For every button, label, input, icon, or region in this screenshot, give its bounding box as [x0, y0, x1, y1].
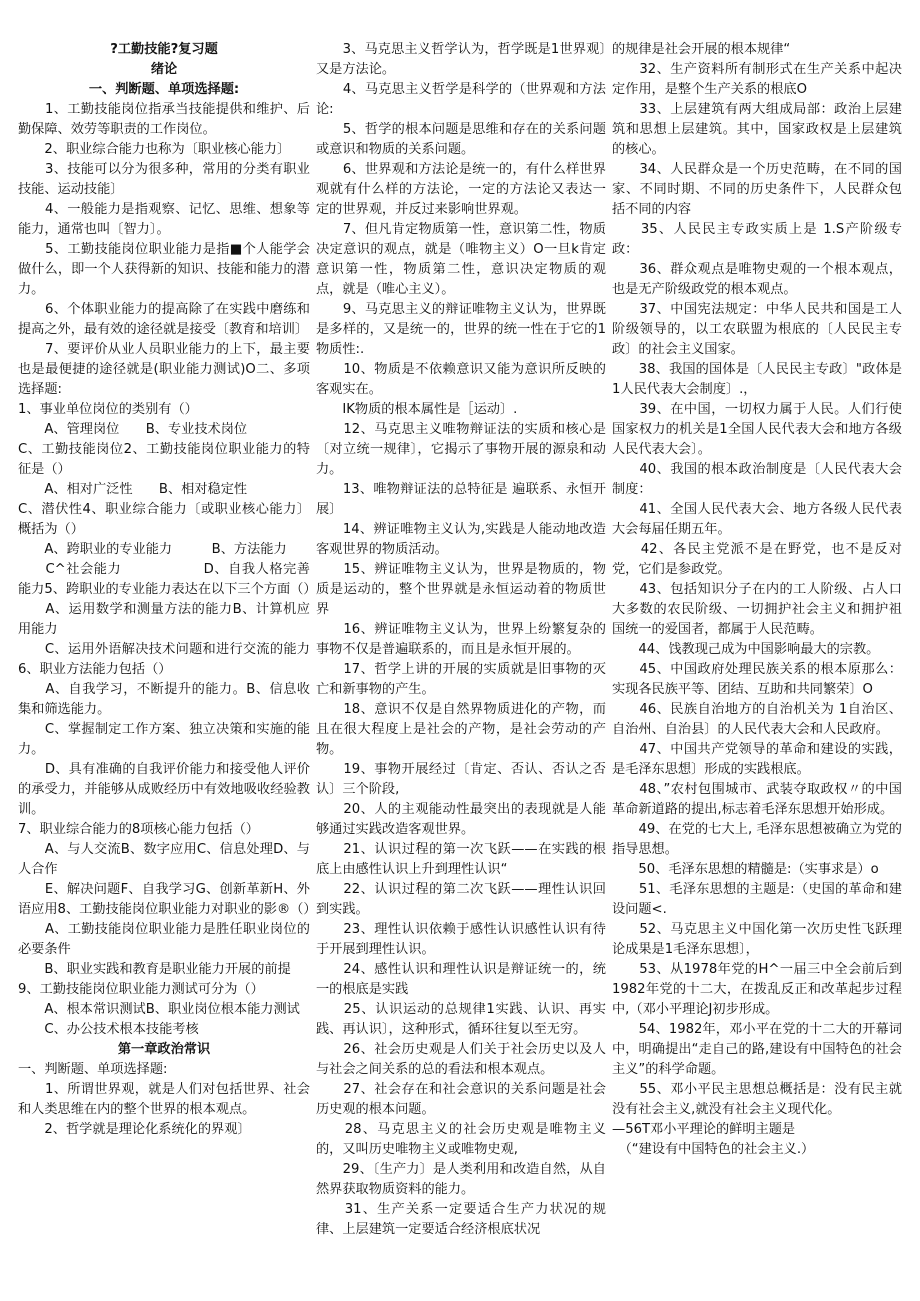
question-item: 51、毛泽东思想的主题是:（史国的革命和建设问题<.: [612, 882, 902, 917]
question-item: IK物质的根本属性是［运动〕.: [316, 402, 518, 417]
question-item: 34、人民群众是一个历史范畴，在不同的国家、不同时期、不同的历史条件下，人民群众包括不同的内容: [612, 162, 902, 217]
question-item: 12、马克思主义唯物辩证法的实质和核心是〔对立统一规律〕，它揭示了事物开展的源泉和动力。: [316, 422, 606, 477]
question-item: （“建设有中国特色的社会主义.）: [612, 1142, 815, 1157]
text-column-3: [612, 40, 902, 1160]
question-item: 4、一般能力是指观察、记忆、思维、想象等能力，通常也叫〔智力〕。: [18, 202, 310, 237]
question-item: 43、包括知识分子在内的工人阶级、占人口大多数的农民阶级、一切拥护社会主义和拥护祖国统一的爱国者，都属于人民范畴。: [612, 582, 902, 637]
question-item: 32、生产资料所有制形式在生产关系中起决定作用，是整个生产关系的根底O: [612, 62, 902, 97]
question-item: 29、〔生产力〕是人类利用和改造自然，从自然界获取物质资料的能力。: [316, 1162, 606, 1197]
question-item: C、办公技术根本技能考核: [18, 1022, 199, 1037]
question-item: 2、职业综合能力也称为〔职业核心能力〕: [18, 142, 291, 157]
question-item: 49、在党的七大上, 毛泽东思想被确立为党的指导思想。: [612, 822, 902, 857]
question-item: 19、事物开展经过〔肯定、否认、否认之否认〕三个阶段,: [316, 762, 606, 797]
question-item: 24、感性认识和理性认识是辩证统一的，统一的根底是实践: [316, 962, 606, 997]
question-item: A、跨职业的专业能力 B、方法能力: [18, 542, 287, 557]
question-item: 38、我国的国体是〔人民民主专政〕"政体是1人民代表大会制度〕.，: [612, 362, 902, 397]
section-heading: 一、判断题、单项选择题:: [88, 82, 240, 97]
question-item: 17、哲学上讲的开展的实质就是旧事物的灭亡和新事物的产生。: [316, 662, 606, 697]
question-item: 25、认识运动的总规律1实践、认识、再实践、再认识〕，这种形式，循环往复以至无穷。: [316, 1002, 606, 1037]
question-item: 31、生产关系一定要适合生产力状况的规律、上层建筑一定要适合经济根底状况: [316, 1202, 606, 1237]
question-item: E、解决问题F、自我学习G、创新革新H、外语应用8、工勤技能岗位职业能力对职业的影®（）: [18, 882, 317, 917]
question-item: 2、哲学就是理论化系统化的界观〕: [18, 1122, 251, 1137]
question-item: 14、辨证唯物主义认为,实践是人能动地改造客观世界的物质活动。: [316, 522, 606, 557]
question-item: 47、中国共产党领导的革命和建设的实践，是毛泽东思想〕形成的实践根底。: [612, 742, 902, 777]
question-item: 23、理性认识依赖于感性认识感性认识有待于开展到理性认识。: [316, 922, 606, 957]
question-item: 27、社会存在和社会意识的关系问题是社会历史观的根本问题。: [316, 1082, 606, 1117]
question-item: C、运用外语解决技术问题和进行交流的能力6、职业方法能力包括（）: [18, 642, 310, 677]
question-item: 7、要评价从业人员职业能力的上下，最主要也是最便捷的途径就是(职业能力测试)O二、多项选择题:: [18, 342, 310, 397]
section-title: ?工勤技能?复习题: [110, 42, 218, 57]
text-column-2: [316, 40, 606, 1240]
question-item: 54、1982年，邓小平在党的十二大的开幕词中，明确提出“走自己的路,建设有中国特色的社会主义”的科学命题。: [612, 1022, 902, 1077]
question-item: 42、各民主党派不是在野党，也不是反对党，它们是参政党。: [612, 542, 902, 577]
question-item: 41、全国人民代表大会、地方各级人民代表大会每届任期五年。: [612, 502, 902, 537]
question-item: A、工勤技能岗位职业能力是胜任职业岗位的必要条件: [18, 922, 310, 957]
question-item: 6、世界观和方法论是统一的，有什么样世界观就有什么样的方法论，一定的方法论又表达一定的世界观，并反过来影响世界观。: [316, 162, 606, 217]
question-item: 9、马克思主义的辩证唯物主义认为，世界既是多样的，又是统一的，世界的统一性在于它的1物质性:.: [316, 302, 606, 357]
question-item: 6、个体职业能力的提高除了在实践中磨练和提高之外，最有效的途径就是接受〔教育和培训〕: [18, 302, 310, 337]
question-item: D、具有准确的自我评价能力和接受他人评价的承受力，并能够从成败经历中有效地吸收经验教训。: [18, 762, 310, 817]
question-item: 3、技能可以分为很多种，常用的分类有职业技能、运动技能〕: [18, 162, 310, 197]
question-item: A、根本常识测试B、职业岗位根本能力测试: [18, 1002, 300, 1017]
section-title: 绪论: [150, 62, 178, 77]
question-item: A、与人交流B、数字应用C、信息处理D、与人合作: [18, 842, 310, 877]
question-item: 39、在中国，一切权力属于人民。人们行使国家权力的机关是1全国人民代表大会和地方各级人民代表大会〕。: [612, 402, 902, 457]
question-item: 26、社会历史观是人们关于社会历史以及人与社会之间关系的总的看法和根本观点。: [316, 1042, 606, 1077]
question-item: 7、但凡肯定物质第一性，意识第二性，物质决定意识的观点，就是（唯物主义）O一旦k肯定意识第一性，物质第二性，意识决定物质的观点，就是（唯心主义）。: [316, 222, 606, 297]
question-item: 9、工勤技能岗位职业能力测试可分为（）: [18, 982, 264, 997]
text-column-1: [18, 40, 317, 1140]
question-item: 18、意识不仅是自然界物质进化的产物，而且在很大程度上是社会的产物，是社会劳动的产物。: [316, 702, 606, 757]
question-item: 35、人民民主专政实质上是 1.S产阶级专政：: [612, 222, 902, 257]
question-item: 20、人的主观能动性最突出的表现就是人能够通过实践改造客观世界。: [316, 802, 606, 837]
question-item: 28、马克思主义的社会历史观是唯物主义的，又叫历史唯物主义或唯物史观,: [316, 1122, 606, 1157]
question-item: 33、上层建筑有两大组成局部：政治上层建筑和思想上层建筑。其中，国家政权是上层建筑的核心。: [612, 102, 902, 157]
question-item: A、运用数学和测量方法的能力B、计算机应用能力: [18, 602, 310, 637]
question-item: 40、我国的根本政治制度是〔人民代表大会制度：: [612, 462, 902, 497]
question-item: 3、马克思主义哲学认为，哲学既是1世界观〕又是方法论。: [316, 42, 606, 77]
section-title: 第一章政治常识: [117, 1042, 211, 1057]
question-item: 4、马克思主义哲学是科学的（世界观和方法论:: [316, 82, 606, 117]
question-item: 5、哲学的根本问题是思维和存在的关系问题或意识和物质的关系问题。: [316, 122, 606, 157]
question-item: —56T邓小平理论的鲜明主题是: [612, 1122, 796, 1137]
question-item: A、相对广泛性 B、相对稳定性: [18, 482, 248, 497]
question-item: 1、所谓世界观，就是人们对包括世界、社会和人类思维在内的整个世界的根本观点。: [18, 1082, 310, 1117]
question-item: 10、物质是不依赖意识又能为意识所反映的客观实在。: [316, 362, 606, 397]
question-item: 48、”农村包围城市、武装夺取政权〃的中国革命新道路的提出,标志着毛泽东思想开始形成。: [612, 782, 902, 817]
question-item: 一、判断题、单项选择题:: [18, 1062, 168, 1077]
question-item: A、管理岗位 B、专业技术岗位: [18, 422, 248, 437]
question-item: 22、认识过程的第二次飞跃——理性认识回到实践。: [316, 882, 606, 917]
question-item: 1、事业单位岗位的类别有（）: [18, 402, 198, 417]
question-item: B、职业实践和教育是职业能力开展的前提: [18, 962, 291, 977]
question-item: 52、马克思主义中国化第一次历史性飞跃理论成果是1毛泽东思想〕，: [612, 922, 902, 957]
question-item: 15、辨证唯物主义认为，世界是物质的，物质是运动的，整个世界就是永恒运动着的物质世界: [316, 562, 606, 617]
question-item: 13、唯物辩证法的总特征是 遍联系、永恒开展〕: [316, 482, 606, 517]
question-item: 46、民族自治地方的自治机关为 1自治区、自治州、自治县〕的人民代表大会和人民政府。: [612, 702, 902, 737]
question-item: A、自我学习，不断提升的能力。B、信息收集和筛选能力。: [18, 682, 310, 717]
question-item: 55、邓小平民主思想总概括是：没有民主就没有社会主义,就没有社会主义现代化。: [612, 1082, 902, 1117]
question-item: 5、工勤技能岗位职业能力是指■个人能学会做什么，即一个人获得新的知识、技能和能力的潜力。: [18, 242, 310, 297]
question-item: 16、辨证唯物主义认为，世界上纷繁复杂的事物不仅是普遍联系的，而且是永恒开展的。: [316, 622, 606, 657]
question-item: 7、职业综合能力的8项核心能力包括（）: [18, 822, 259, 837]
question-item: 44、饯教现己成为中国影响最大的宗教。: [612, 642, 880, 657]
question-item: 36、群众观点是唯物史观的一个根本观点，也是无产阶级政党的根本观点。: [612, 262, 902, 297]
question-item: 1、工勤技能岗位指承当技能提供和维护、后勤保障、效劳等职责的工作岗位。: [18, 102, 310, 137]
question-item: C、工勤技能岗位2、工勤技能岗位职业能力的特征是（）: [18, 442, 310, 477]
question-item: C^社会能力 D、自我人格完善能力5、跨职业的专业能力表达在以下三个方面（）: [18, 562, 317, 597]
question-item: 的规律是社会开展的根本规律“: [612, 42, 791, 57]
question-item: 50、毛泽东思想的精髓是:（实事求是）o: [612, 862, 879, 877]
question-item: 45、中国政府处理民族关系的根本原那么：实现各民族平等、团结、互助和共同繁荣〕O: [612, 662, 902, 697]
question-item: 21、认识过程的第一次飞跃——在实践的根底上由感性认识上升到理性认识“: [316, 842, 606, 877]
question-item: C、潜伏性4、职业综合能力〔或职业核心能力〕概括为（）: [18, 502, 310, 537]
question-item: 37、中国宪法规定：中华人民共和国是工人阶级领导的，以工农联盟为根底的〔人民民主专政〕的社会主义国家。: [612, 302, 902, 357]
question-item: C、掌握制定工作方案、独立决策和实施的能力。: [18, 722, 310, 757]
question-item: 53、从1978年党的H^一届三中全会前后到1982年党的十二大，在拨乱反正和改革起步过程中,（邓小平理论J初步形成。: [612, 962, 902, 1017]
